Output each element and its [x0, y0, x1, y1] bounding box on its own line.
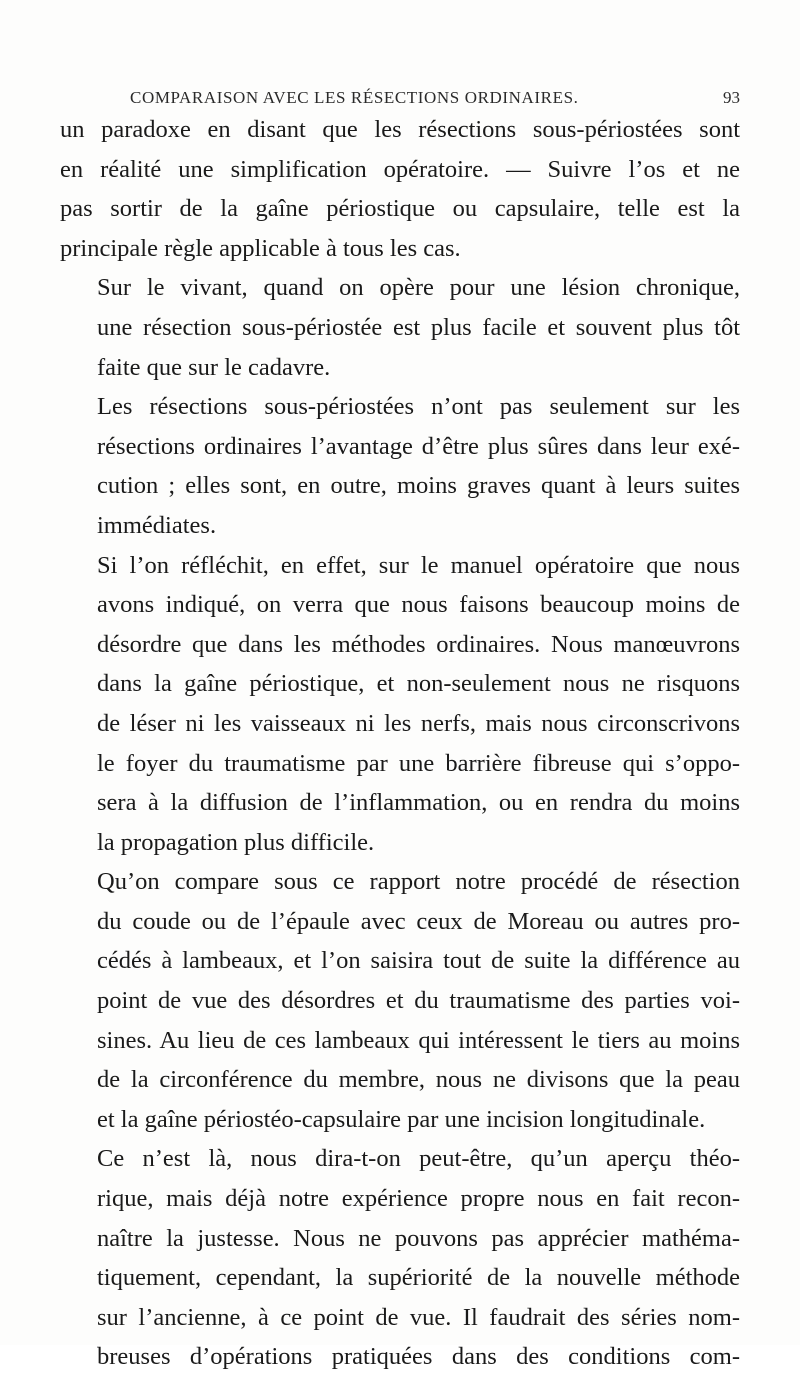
text-line: tiquement, cependant, la supériorité de la nouvelle méthode: [97, 1264, 740, 1292]
running-title: COMPARAISON AVEC LES RÉSECTIONS ORDINAIRES.: [130, 88, 579, 107]
text-line: le foyer du traumatisme par une barrière fibreuse qui s’oppo-: [97, 749, 740, 777]
text-line: sines. Au lieu de ces lambeaux qui intéressent le tiers au moins: [97, 1026, 740, 1054]
paragraph-2: [60, 268, 740, 387]
paragraph-4: [60, 546, 740, 863]
text-line: principale règle applicable à tous les cas.: [60, 234, 461, 262]
text-line: Sur le vivant, quand on opère pour une lésion chronique,: [97, 274, 740, 302]
text-line: Ce n’est là, nous dira-t-on peut-être, qu’un aperçu théo-: [97, 1145, 740, 1173]
page-number: 93: [723, 88, 740, 107]
text-line: dans la gaîne périostique, et non-seulement nous ne risquons: [97, 670, 740, 698]
body-text: [60, 110, 740, 1377]
text-line: et la gaîne périostéo-capsulaire par une incision longitudinale.: [97, 1105, 706, 1133]
text-line: avons indiqué, on verra que nous faisons beaucoup moins de: [97, 591, 740, 619]
paragraph-3: [60, 387, 740, 545]
text-line: en réalité une simplification opératoire. — Suivre l’os et ne: [60, 155, 740, 183]
text-line: breuses d’opérations pratiquées dans des conditions com-: [97, 1343, 740, 1371]
text-line: de léser ni les vaisseaux ni les nerfs, mais nous circonscrivons: [97, 709, 740, 737]
text-line: la propagation plus difficile.: [97, 828, 375, 856]
text-line: un paradoxe en disant que les résections sous-périostées sont: [60, 116, 740, 143]
text-line: pas sortir de la gaîne périostique ou capsulaire, telle est la: [60, 195, 740, 223]
text-line: désordre que dans les méthodes ordinaires. Nous manœuvrons: [97, 630, 740, 658]
text-line: Si l’on réfléchit, en effet, sur le manuel opératoire que nous: [97, 551, 740, 579]
text-line: cution ; elles sont, en outre, moins graves quant à leurs suites: [97, 472, 740, 500]
paragraph-1: [60, 110, 740, 268]
text-line: rique, mais déjà notre expérience propre nous en fait recon-: [97, 1185, 740, 1213]
text-line: résections ordinaires l’avantage d’être plus sûres dans leur exé-: [97, 432, 740, 460]
text-line: immédiates.: [97, 511, 217, 539]
paragraph-6: [60, 1139, 740, 1377]
text-line: point de vue des désordres et du traumatisme des parties voi-: [97, 987, 740, 1015]
text-line: cédés à lambeaux, et l’on saisira tout de suite la différence au: [97, 947, 740, 975]
text-line: une résection sous-périostée est plus facile et souvent plus tôt: [97, 313, 740, 341]
text-line: de la circonférence du membre, nous ne divisons que la peau: [97, 1066, 740, 1094]
text-line: Les résections sous-périostées n’ont pas seulement sur les: [97, 393, 740, 421]
text-line: du coude ou de l’épaule avec ceux de Moreau ou autres pro-: [97, 907, 740, 935]
paragraph-5: [60, 862, 740, 1139]
text-line: sur l’ancienne, à ce point de vue. Il faudrait des séries nom-: [97, 1303, 740, 1331]
text-line: naître la justesse. Nous ne pouvons pas apprécier mathéma-: [97, 1224, 740, 1252]
text-line: Qu’on compare sous ce rapport notre procédé de résection: [97, 868, 740, 896]
text-line: faite que sur le cadavre.: [97, 353, 331, 381]
text-line: sera à la diffusion de l’inflammation, ou en rendra du moins: [97, 789, 740, 817]
